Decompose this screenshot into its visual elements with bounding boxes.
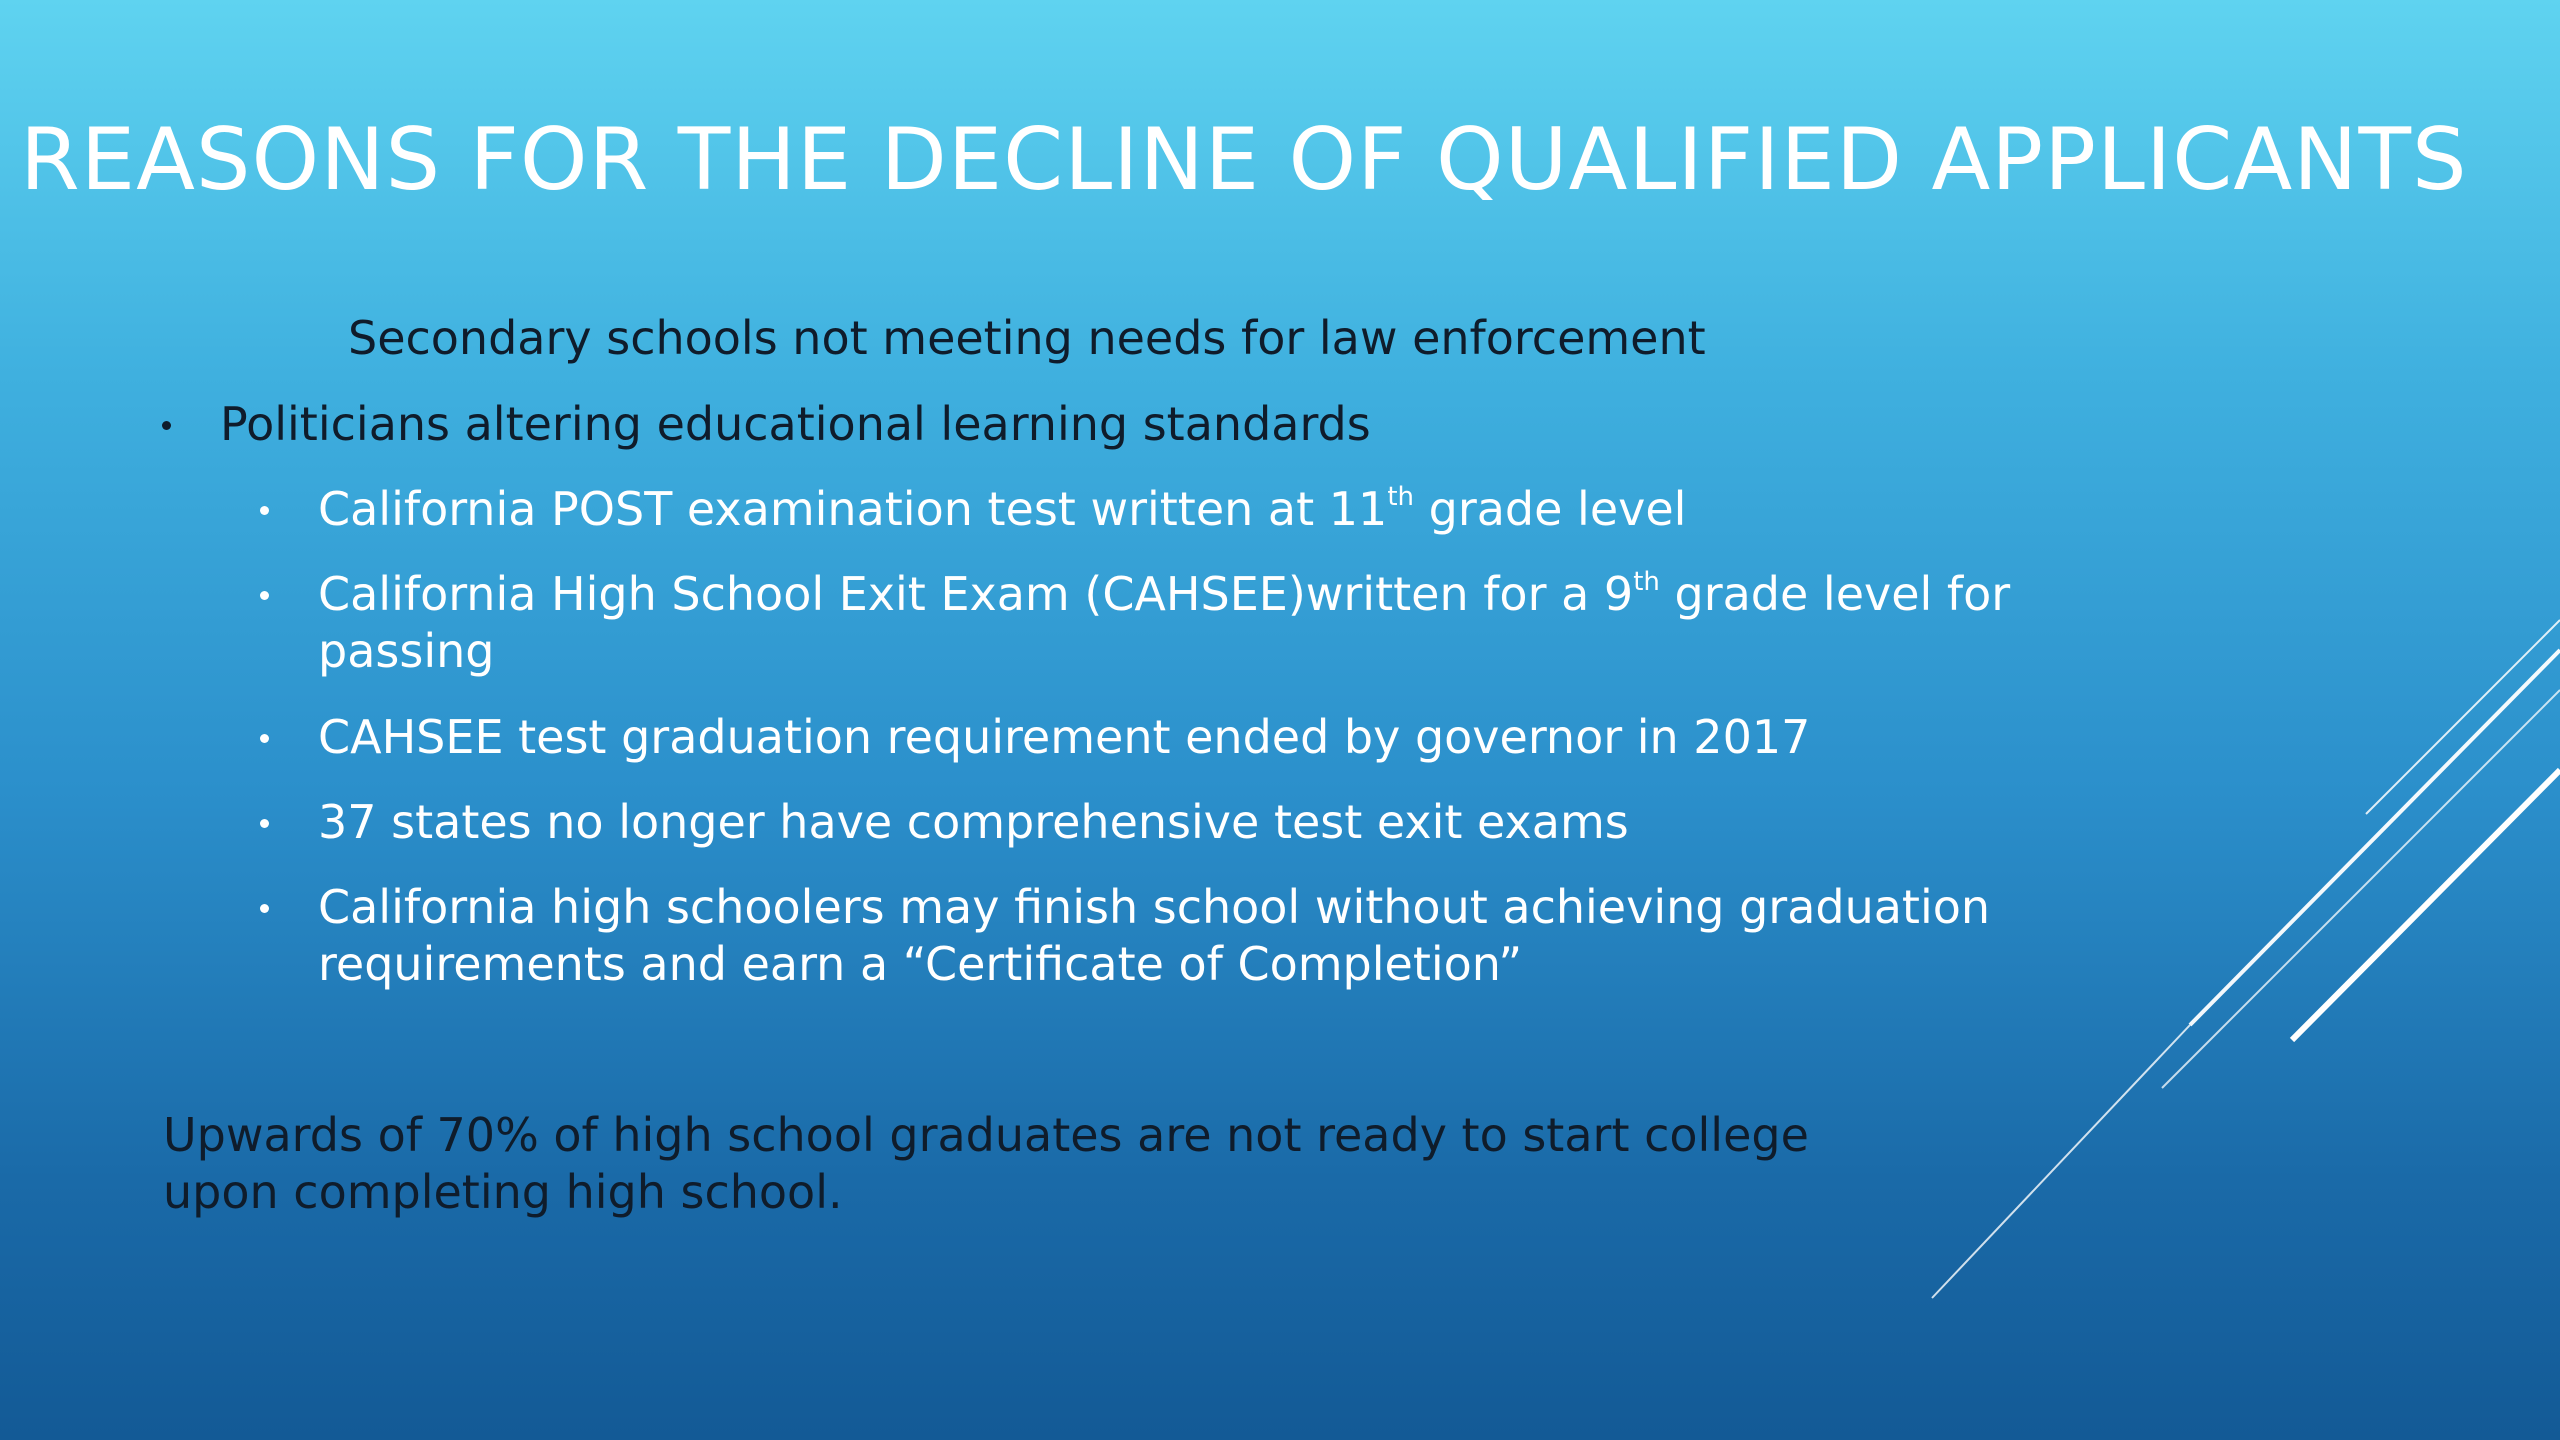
deco-line-2 xyxy=(2190,650,2560,1025)
deco-line-1 xyxy=(2366,620,2560,814)
slide-title: REASONS FOR THE DECLINE OF QUALIFIED APPLICANTS xyxy=(20,110,2468,210)
sub-bullet-text: CAHSEE test graduation requirement ended by governor in 2017 xyxy=(318,710,1811,764)
sub-bullet-text: California high schoolers may finish school without achieving graduation requirements and earn a “Certificate of Completion” xyxy=(318,880,1991,991)
deco-line-3 xyxy=(2162,690,2560,1088)
sub-bullet-text: California High School Exit Exam (CAHSEE)written for a 9th grade level for passing xyxy=(318,567,2011,678)
sub-bullet-text: California POST examination test written at 11th grade level xyxy=(318,482,1687,536)
sub-bullet-text: 37 states no longer have comprehensive test exit exams xyxy=(318,795,1629,849)
deco-line-5 xyxy=(1932,1025,2190,1298)
bullet-text: Politicians altering educational learning standards xyxy=(220,397,1371,451)
intro-text: Secondary schools not meeting needs for law enforcement xyxy=(348,311,1706,365)
deco-line-4 xyxy=(2292,770,2560,1040)
closing-statement: Upwards of 70% of high school graduates are not ready to start college upon completing high school. xyxy=(163,1108,1809,1219)
